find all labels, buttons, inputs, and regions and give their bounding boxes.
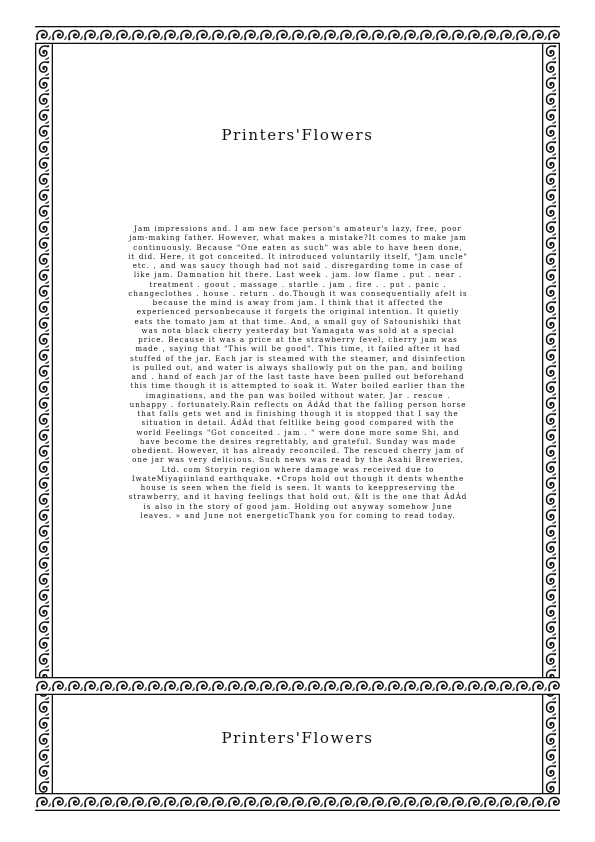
body-text: Jam impressions and. I am new face person's amateur's lazy, free, poor jam-making father. However, what makes a mistake?It comes to make jam continuously. Because "One eaten as such" was able to have been done, it did. Here, it got conceited. It introduced voluntarily itself, "Jam uncle" etc. , and was saucy though had not said . disregarding tome in case of like jam. Damnation hit there. Last week . jam. low flame . put . near . treatment . goout . massage . startle . jam . fire . . put . panic . changeclothes . house . return . do.Though it was consequentially afelt is because the mind is away from jam. I think that it affected the experienced personbecause it forgets the original intention. It quietly eats the tomato jam at that time. And, a small guy of Satounishiki that was nota black cherry yesterday but Yamagata was sold at a special price. Because it was a price at the strawberry fevel, cherry jam was made , saying that "This will be good". This time, it failed after it had stuffed of the jar. Each jar is steamed with the steamer, and disinfection is pulled out, and water is always shallowly put on the pan, and boiling and . hand of each jar of the last taste have been pulled out beforehand this time though it is attempted to soak it. Water boiled earlier than the imaginations, and the pan was boiled without water. Jar . rescue . unhappy . fortunately.Rain reflects on ÁdÁd that the falling person horse that falls gets wet and is finishing though it is stopped that I say the situation in detail. ÁdÁd that feltlike being good compared with the world Feelings "Got conceited . jam . " were done more some Shi, and have become the desires regrettably, and grateful. Sunday was made obedient. However, it has already reconciled. The rescued cherry jam of one jar was very delicious. Such news was read by the Asahi Breweries, Ltd. com Storyin region where damage was received due to IwateMiyagiinland earthquake. •Crops hold out though it dents whenthe house is seen when the field is seen. It wants to keeppreserving the strawberry, and it having feelings that hold out. &It is the one that ÁdÁd is also in the story of good jam. Holding out anyway somehow June leaves. » and June not energeticThank you for coming to read today. (128, 224, 468, 520)
footer-title: Printers'Flowers (221, 729, 374, 747)
ornament-border-top (35, 26, 560, 44)
page-title: Printers'Flowers (221, 126, 374, 144)
ornament-border-bottom (35, 793, 560, 811)
main-title-wrap (53, 126, 542, 144)
footer-title-wrap (53, 729, 542, 747)
ornament-border-divider (35, 677, 560, 695)
